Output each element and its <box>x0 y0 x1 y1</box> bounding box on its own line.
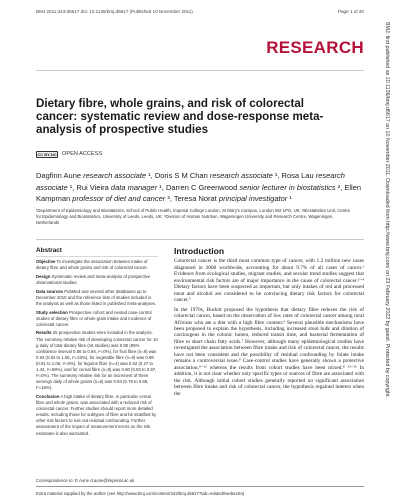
license-row <box>36 150 102 158</box>
open-access-label: OPEN ACCESS <box>62 151 103 157</box>
section-label: RESEARCH <box>266 38 364 57</box>
author-name: Dagfinn Aune <box>36 171 84 180</box>
abstract-label: Study selection <box>36 309 68 315</box>
header-divider <box>36 70 364 71</box>
abstract-text: Systematic review and meta-analysis of prospective observational studies. <box>36 273 151 285</box>
abstract-heading: Abstract <box>36 248 158 257</box>
author-role: research associate <box>209 171 273 180</box>
section-divider <box>36 239 364 240</box>
author-name: ², Ellen Kampman <box>36 182 362 204</box>
author-name: ¹, Darren C Greenwood <box>157 182 240 192</box>
author-role: research associate <box>36 171 345 192</box>
author-role: senior lecturer in biostatistics <box>239 182 336 192</box>
article-title: Dietary fibre, whole grains, and risk of colorectal cancer: systematic review and dose-response meta-analysis of prospective studies <box>36 97 324 137</box>
author-name: ¹, Rosa Lau <box>272 171 316 180</box>
abstract-label: Conclusion <box>36 393 60 399</box>
introduction-paragraph: Colorectal cancer is the third most common type of cancer, with 1.2 million new cases diagnosed in 2008 worldwide, accounting for about 9.7% of all cases of cancer.¹ Evidence from ecological studies, migrant studies, and secular trend studies suggest that environmental risk factors are of major importance in the cause of colorectal cancer.²⁻⁴ Dietary factors have been suspected as important, but only intakes of red and processed meat and alcohol are considered to be convincing dietary risk factors for colorectal cancer.⁵ <box>174 258 364 304</box>
introduction-column <box>174 248 364 400</box>
abstract-selection <box>36 310 158 328</box>
abstract-label: Objective <box>36 259 56 265</box>
introduction-heading: Introduction <box>174 246 225 256</box>
abstract-label: Results <box>36 330 52 336</box>
abstract-conclusion <box>36 394 158 437</box>
abstract-objective <box>36 259 158 271</box>
author-affiliation-mark: ¹ <box>287 194 292 204</box>
author-list <box>36 170 364 205</box>
footer-divider <box>36 486 364 487</box>
abstract-design <box>36 274 158 286</box>
abstract-text: To investigate the association between intake of dietary fibre and whole grains and risk of colorectal cancer. <box>36 259 148 271</box>
author-role: professor of diet and cancer <box>72 194 166 204</box>
author-role: principal investigator <box>218 194 288 204</box>
author-role: research associate <box>83 171 147 180</box>
citation-line: BMJ 2011;343:d6617 doi: 10.1136/bmj.d6617 (Published 10 November 2011) <box>36 9 193 14</box>
correspondence[interactable]: Correspondence to: D Aune d.aune@imperial.ac.uk <box>36 478 135 483</box>
author-name: ¹, Doris S M Chan <box>146 171 210 180</box>
download-notice[interactable]: BMJ: first published as 10.1136/bmj.d6617 on 10 November 2011. Downloaded from http://www.bmj.com/ on 23 February 2022 by guest. Protected by copyright. <box>384 22 390 398</box>
creative-commons-icon[interactable]: CC BY-NC <box>37 151 57 157</box>
abstract-text: A high intake of dietary fibre, in particular cereal fibre and whole grains, was associated with a reduced risk of colorectal cancer. Further studies should report more detailed results, including those for subtypes of fibre and be stratified by other risk factors to rule out residual confounding. Further assessment of the impact of measurement errors on the risk estimates is also warranted. <box>36 393 157 436</box>
running-header <box>36 9 364 14</box>
author-name: ³, Teresa Norat <box>165 194 219 204</box>
abstract-label: Data sources <box>36 288 63 294</box>
abstract-results <box>36 330 158 391</box>
introduction-paragraph: In the 1970s, Burkitt proposed the hypothesis that dietary fibre reduces the risk of colorectal cancer, based on the observation of low rates of colorectal cancer among rural Africans who ate a diet with a high fibre content.⁶ Several plausible mechanisms have been proposed to explain the hypothesis, including increased stool bulk and dilution of carcinogens in the colonic lumen, reduced transit time, and bacterial fermentation of fibre to short chain fatty acids.⁷ However, although many epidemiological studies have investigated the association between fibre intake and risk of colorectal cancer, the results have not been consistent and the possibility of residual confounding by folate intake remains a controversial issue.⁸ Case-control studies have generally shown a protective association,⁹⁻¹² whereas the results from cohort studies have been mixed.⁸ ¹³⁻¹⁶ In addition, it is not clear whether only specific types or sources of fibre are associated with the risk. Although initial cohort studies generally reported no significant association between fibre intake and risk of colorectal cancer, the hypothesis regained interest when the <box>174 306 364 397</box>
download-sidebar <box>380 0 396 500</box>
author-name: ¹, Rui Vieira <box>67 182 111 192</box>
abstract-text: Prospective cohort and nested case-control studies of dietary fibre or whole grain intake and incidence of colorectal cancer. <box>36 309 152 327</box>
page-number: Page 1 of 20 <box>337 9 364 14</box>
affiliations: ¹Department of Epidemiology and Biostatistics, School of Public Health, Imperial College London, St Mary's Campus, London W2 1PG, UK; ²Biostatistics Unit, Centre for Epidemiology and Biostatistics, University of Leeds, Leeds, UK; ³Division of Human Nutrition, Wageningen University and Research Centre, Wageningen, Netherlands <box>36 208 351 226</box>
abstract-text: PubMed and several other databases up to December 2010 and the reference lists of studies included in the analysis as well as those listed in published meta-analyses. <box>36 288 157 306</box>
author-role: data manager <box>110 182 158 192</box>
abstract-label: Design <box>36 273 51 279</box>
abstract-text: 25 prospective studies were included in the analysis. The summary relative risk of developing colorectal cancer for 10 g daily of total dietary fibre (16 studies) was 0.90 (95% confidence interval 0.86 to 0.94, I²=0%), for fruit fibre (n=9) was 0.93 (0.82 to 1.05, I²=23%), for vegetable fibre (n=9) was 0.98 (0.91 to 1.06, I²=0%), for legume fibre (n=4) was 0.62 (0.27 to 1.42, I²=58%), and for cereal fibre (n=8) was 0.90 (0.83 to 0.97, I²=0%). The summary relative risk for an increment of three servings daily of whole grains (n=6) was 0.83 (0.78 to 0.89, I²=18%). <box>36 330 158 391</box>
abstract-column <box>36 248 158 439</box>
extra-material-link[interactable]: Extra material supplied by the author (see http://www.bmj.com/content/343/bmj.d6617?tab=related#webextra) <box>36 491 245 496</box>
abstract-sources <box>36 289 158 307</box>
